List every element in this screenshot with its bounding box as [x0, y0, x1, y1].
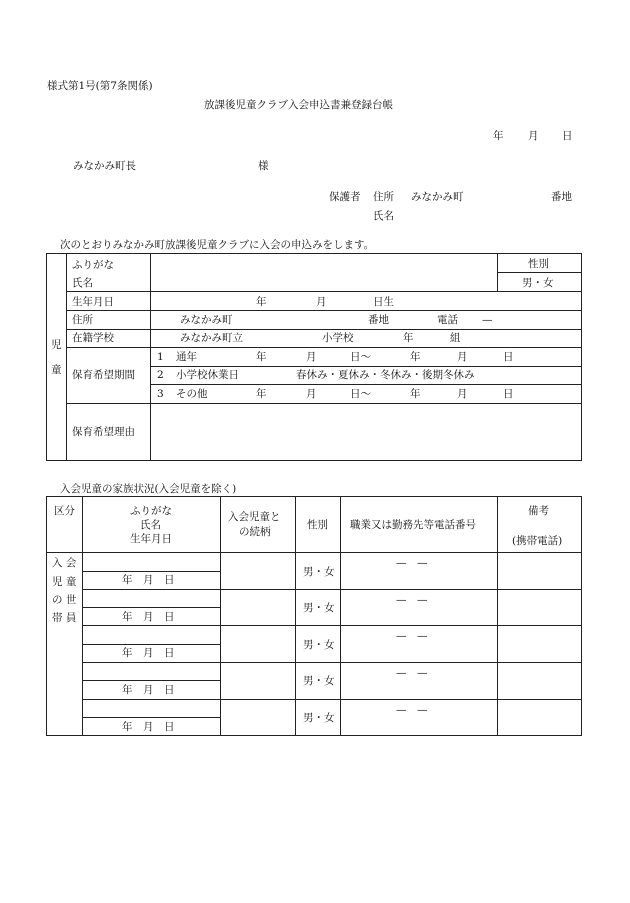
period-1-d2: 日: [503, 351, 514, 363]
sub-line: [82, 717, 220, 718]
child-phone-dash: —: [482, 314, 493, 326]
child-address-town: みなかみ町: [180, 314, 233, 326]
child-address-label: 住所: [72, 314, 93, 326]
birth-day: 日生: [373, 296, 394, 308]
addressee: みなかみ町長: [73, 160, 136, 172]
period-1-m2: 月: [457, 351, 468, 363]
period-2-detail: 春休み・夏休み・冬休み・後期冬休み: [296, 369, 475, 381]
period-line: [150, 384, 582, 385]
child-sex-value: 男・女: [522, 277, 554, 289]
hdr-sex: 性別: [307, 519, 328, 531]
row-sex: 男・女: [303, 566, 335, 578]
hdr-birthdate: 生年月日: [130, 533, 172, 545]
child-furigana-label: ふりがな: [72, 259, 114, 271]
row-line: [82, 662, 582, 663]
row-line: [82, 625, 582, 626]
child-school-town: みなかみ町立: [180, 332, 243, 344]
child-school-class: 組: [450, 332, 461, 344]
row-line: [66, 329, 582, 330]
child-school-suffix: 小学校: [322, 332, 354, 344]
child-section-divider: [66, 253, 67, 461]
child-address-banchi: 番地: [368, 314, 389, 326]
category-label-line: 入 会: [52, 557, 77, 569]
row-birthdate: 年 月 日: [122, 574, 175, 586]
period-3-m2: 月: [457, 388, 468, 400]
row-birthdate: 年 月 日: [122, 721, 175, 733]
row-birthdate: 年 月 日: [122, 684, 175, 696]
period-1-d1: 日～: [350, 351, 371, 363]
row-sex: 男・女: [303, 675, 335, 687]
honorific: 様: [258, 160, 269, 172]
guardian-address-town: みなかみ町: [411, 191, 464, 203]
period-3-y2: 年: [410, 388, 421, 400]
col-line: [497, 496, 498, 736]
period-3-d1: 日～: [350, 388, 371, 400]
row-line: [66, 403, 582, 404]
sub-line: [82, 680, 220, 681]
date-day: 日: [562, 130, 573, 142]
row-birthdate: 年 月 日: [122, 611, 175, 623]
row-line: [66, 347, 582, 348]
guardian-name-label: 氏名: [373, 210, 394, 222]
child-phone-label: 電話: [437, 314, 458, 326]
col-line: [82, 496, 83, 736]
period-3-num: 3: [157, 388, 164, 400]
period-1-y2: 年: [410, 351, 421, 363]
guardian-address-suffix: 番地: [551, 191, 572, 203]
hdr-remarks: 備考: [528, 505, 549, 517]
row-sex: 男・女: [303, 712, 335, 724]
guardian-address-label: 住所: [373, 191, 394, 203]
child-name-label: 氏名: [72, 277, 93, 289]
period-3-d2: 日: [503, 388, 514, 400]
sex-header-line: [497, 272, 582, 273]
date-year: 年: [493, 130, 504, 142]
sub-line: [82, 644, 220, 645]
birth-month: 月: [316, 296, 327, 308]
hdr-name: 氏名: [140, 519, 161, 531]
period-3-name: その他: [176, 388, 208, 400]
period-1-num: 1: [157, 351, 164, 363]
hdr-mobile: (携帯電話): [512, 535, 563, 547]
hdr-furigana: ふりがな: [130, 505, 172, 517]
row-sex: 男・女: [303, 639, 335, 651]
intro-text: 次のとおりみなかみ町放課後児童クラブに入会の申込みをします。: [60, 239, 375, 251]
child-sex-header: 性別: [528, 258, 549, 270]
date-month: 月: [528, 130, 539, 142]
col-line: [295, 496, 296, 736]
category-label-line: の 世: [52, 594, 77, 606]
sub-line: [82, 571, 220, 572]
hdr-relation-2: の続柄: [239, 526, 271, 538]
row-phone: — —: [396, 557, 428, 569]
row-line: [82, 699, 582, 700]
guardian-label: 保護者: [329, 191, 361, 203]
row-line: [66, 291, 582, 292]
hdr-relation-1: 入会児童と: [228, 511, 281, 523]
child-section-label-1: 児: [51, 339, 62, 351]
hdr-job: 職業又は勤務先等電話番号: [350, 519, 476, 531]
child-school-label: 在籍学校: [72, 332, 114, 344]
document-title: 放課後児童クラブ入会申込書兼登録台帳: [204, 99, 393, 111]
period-1-m1: 月: [306, 351, 317, 363]
hdr-category: 区分: [54, 505, 75, 517]
form-number: 様式第1号(第7条関係): [47, 80, 153, 92]
col-line: [220, 496, 221, 736]
category-label-line: 帯 員: [52, 612, 77, 624]
child-label-divider: [150, 253, 151, 461]
period-1-name: 通年: [176, 351, 197, 363]
row-phone: — —: [396, 704, 428, 716]
period-2-name: 小学校休業日: [176, 369, 239, 381]
row-phone: — —: [396, 667, 428, 679]
sub-line: [82, 607, 220, 608]
period-2-num: 2: [157, 369, 164, 381]
period-line: [150, 366, 582, 367]
row-sex: 男・女: [303, 602, 335, 614]
family-title: 入会児童の家族状況(入会児童を除く): [60, 483, 237, 495]
category-label-line: 児 童: [52, 576, 77, 588]
period-3-m1: 月: [306, 388, 317, 400]
birth-year: 年: [256, 296, 267, 308]
period-label: 保育希望期間: [72, 369, 135, 381]
child-birthdate-label: 生年月日: [72, 296, 114, 308]
row-phone: — —: [396, 630, 428, 642]
row-line: [66, 310, 582, 311]
period-1-y1: 年: [256, 351, 267, 363]
child-section-label-2: 童: [51, 364, 62, 376]
row-phone: — —: [396, 594, 428, 606]
child-school-year: 年: [403, 332, 414, 344]
header-line: [46, 552, 582, 553]
col-line: [340, 496, 341, 736]
reason-label: 保育希望理由: [72, 426, 135, 438]
period-3-y1: 年: [256, 388, 267, 400]
row-line: [82, 589, 582, 590]
row-birthdate: 年 月 日: [122, 647, 175, 659]
